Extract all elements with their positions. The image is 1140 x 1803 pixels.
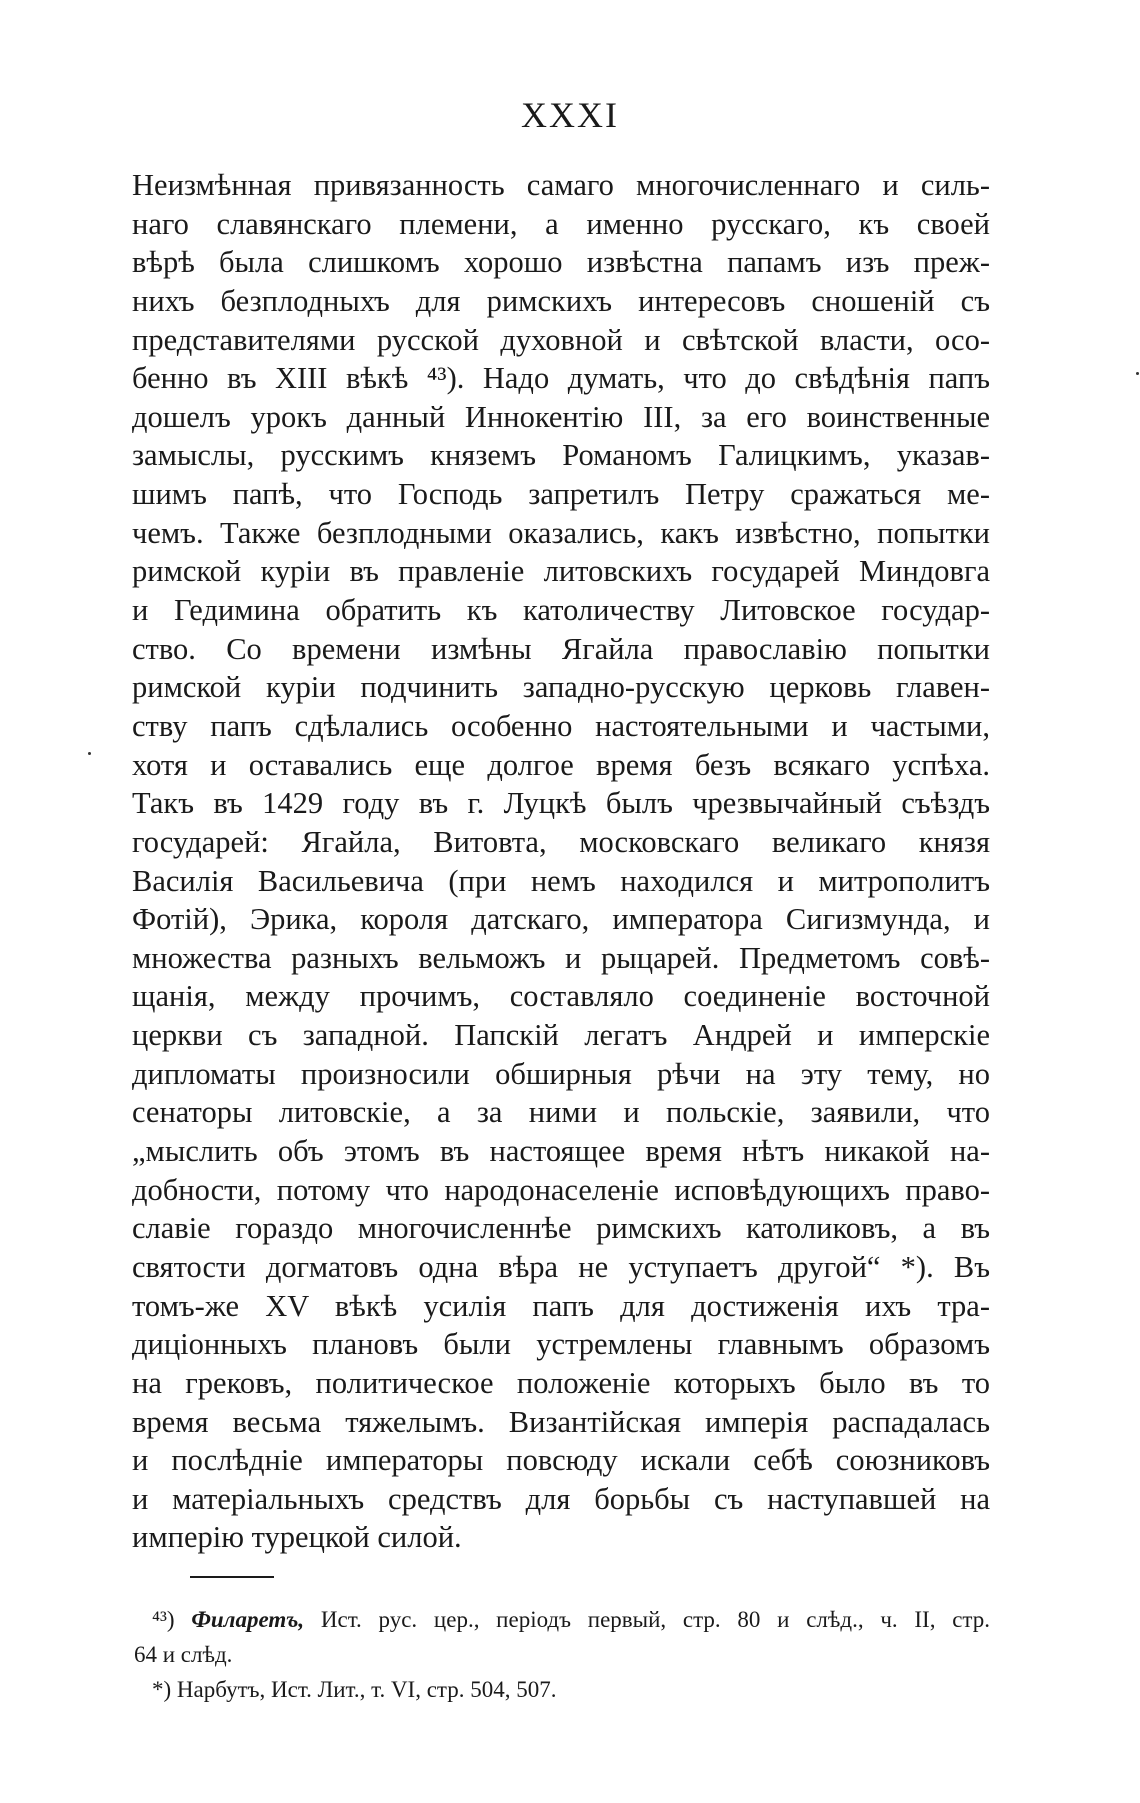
text-line: славіе гораздо многочисленнѣе римскихъ католиковъ, а въ	[132, 1211, 990, 1246]
text-line: бенно въ XIII вѣкѣ ⁴³). Надо думать, что до свѣдѣнія папъ	[132, 361, 990, 396]
text-line: чемъ. Также безплодными оказались, какъ извѣстно, попытки	[132, 515, 990, 550]
footnote-asterisk	[132, 1672, 990, 1707]
footnote-marker: *)	[152, 1677, 172, 1702]
text-line: и Гедимина обратить къ католичеству Литовское государ-	[132, 593, 990, 628]
scan-speck	[1136, 372, 1139, 375]
footnote-author: Филаретъ,	[191, 1607, 305, 1632]
body-text	[132, 166, 990, 1557]
text-line: вѣрѣ была слишкомъ хорошо извѣстна папамъ изъ преж-	[132, 245, 990, 280]
text-line: нихъ безплодныхъ для римскихъ интересовъ сношеній съ	[132, 283, 990, 318]
text-line: Такъ въ 1429 году въ г. Луцкѣ былъ чрезвычайный съѣздъ	[132, 786, 990, 821]
text-line: римской куріи подчинить западно-русскую церковь главен-	[132, 670, 990, 705]
text-line: дипломаты произносили обширныя рѣчи на эту тему, но	[132, 1056, 990, 1091]
text-line: представителями русской духовной и свѣтской власти, осо-	[132, 322, 990, 357]
text-line: церкви съ западной. Папскій легатъ Андрей и имперскіе	[132, 1018, 990, 1053]
text-line: сенаторы литовскіе, а за ними и польскіе, заявили, что	[132, 1095, 990, 1130]
text-line: Василія Васильевича (при немъ находился и митрополитъ	[132, 863, 990, 898]
text-line: наго славянскаго племени, а именно русскаго, къ своей	[132, 206, 990, 241]
text-line: время весьма тяжелымъ. Византійская имперія распадалась	[132, 1404, 990, 1439]
text-line: щанія, между прочимъ, составляло соединеніе восточной	[132, 979, 990, 1014]
footnote-text: Нарбутъ, Ист. Лит., т. VI, стр. 504, 507.	[176, 1677, 557, 1702]
text-line: и послѣдніе императоры повсюду искали себѣ союзниковъ	[132, 1443, 990, 1478]
text-line: диціонныхъ плановъ были устремлены главнымъ образомъ	[132, 1327, 990, 1362]
text-line: государей: Ягайла, Витовта, московскаго великаго князя	[132, 824, 990, 859]
footnote-43-continued: 64 и слѣд.	[134, 1642, 233, 1667]
text-line: хотя и оставались еще долгое время безъ всякаго успѣха.	[132, 747, 990, 782]
page-number: XXXI	[521, 95, 619, 135]
footnote-marker: ⁴³)	[152, 1607, 175, 1632]
text-line: на грековъ, политическое положеніе которыхъ было въ то	[132, 1365, 990, 1400]
text-line: Неизмѣнная привязанность самаго многочисленнаго и силь-	[132, 168, 990, 202]
text-line: шимъ папѣ, что Господь запретилъ Петру сражаться ме-	[132, 477, 990, 512]
text-line: томъ-же XV вѣкѣ усилія папъ для достиженія ихъ тра-	[132, 1288, 990, 1323]
text-line: и матеріальныхъ средствъ для борьбы съ наступавшей на	[132, 1481, 990, 1516]
text-line: „мыслить объ этомъ въ настоящее время нѣтъ никакой на-	[132, 1134, 990, 1169]
text-line: добности, потому что народонаселеніе исповѣдующихъ право-	[132, 1172, 990, 1207]
footnote-text: Ист. рус. цер., періодъ первый, стр. 80 и слѣд., ч. II, стр.	[320, 1607, 990, 1632]
footnote-separator	[190, 1576, 274, 1578]
text-line: имперію турецкой силой.	[132, 1520, 462, 1555]
scan-speck	[88, 752, 91, 755]
text-line: ство. Со времени измѣны Ягайла православію попытки	[132, 631, 990, 666]
text-line: дошелъ урокъ данный Иннокентію III, за его воинственные	[132, 399, 990, 434]
text-line: замыслы, русскимъ княземъ Романомъ Галицкимъ, указав-	[132, 438, 990, 473]
footnote-43	[132, 1602, 990, 1637]
text-line: множества разныхъ вельможъ и рыцарей. Предметомъ совѣ-	[132, 940, 990, 975]
text-line: римской куріи въ правленіе литовскихъ государей Миндовга	[132, 554, 990, 589]
text-line: Фотій), Эрика, короля датскаго, императора Сигизмунда, и	[132, 902, 990, 937]
footnotes	[132, 1602, 990, 1707]
text-line: святости догматовъ одна вѣра не уступаетъ другой“ *). Въ	[132, 1249, 990, 1284]
text-line: ству папъ сдѣлались особенно настоятельными и частыми,	[132, 708, 990, 743]
